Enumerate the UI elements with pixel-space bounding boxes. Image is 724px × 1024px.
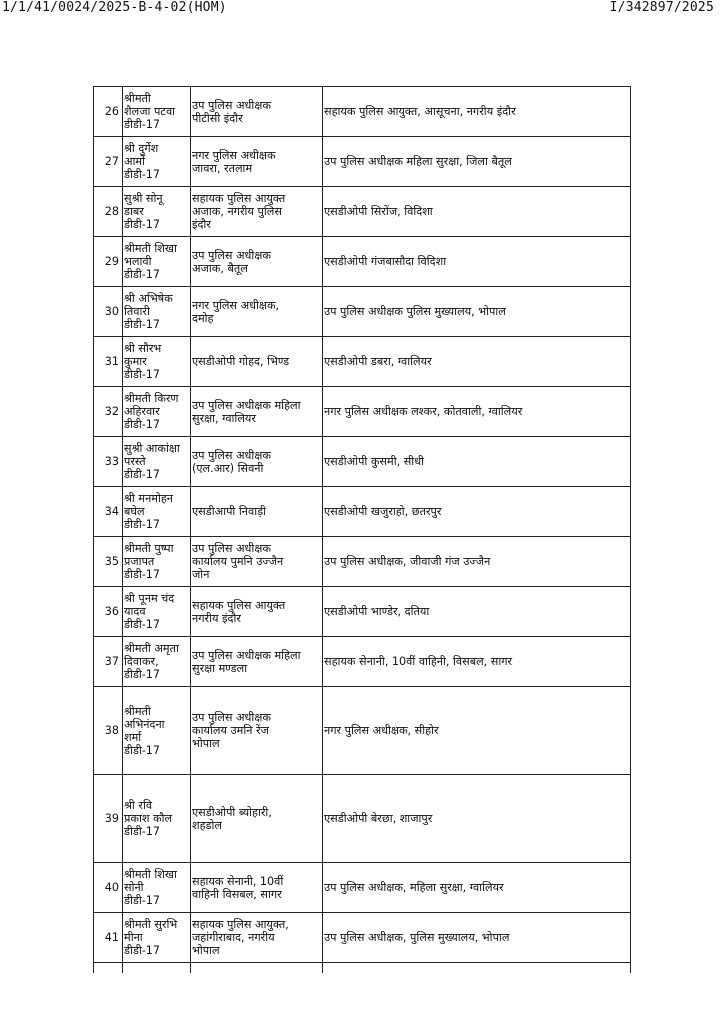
officer-name-line: डीडी-17 xyxy=(124,894,161,907)
table-row xyxy=(94,337,631,387)
new-posting-cell: नगर पुलिस अधीक्षक, सीहोर xyxy=(323,687,631,775)
serial-number-cell: 28 xyxy=(94,187,123,237)
serial-number-cell: 40 xyxy=(94,863,123,913)
officer-name-line: डीडी-17 xyxy=(124,368,161,381)
current-posting-line: उप पुलिस अधीक्षक xyxy=(192,248,271,262)
new-posting-cell: एसडीओपी बेरछा, शाजापुर xyxy=(323,775,631,863)
officer-name-line: डीडी-17 xyxy=(124,618,161,631)
officer-name-line: डीडी-17 xyxy=(124,668,161,681)
officer-name-line: मीना xyxy=(124,931,143,944)
serial-number-cell: 27 xyxy=(94,137,123,187)
officer-name-line: श्री पूनम चंद xyxy=(124,592,175,605)
current-posting-line: एसडीओपी गोहद, भिण्ड xyxy=(192,355,290,368)
current-posting-line: अजाक, नगरीय पुलिस xyxy=(192,205,282,218)
current-posting-cell xyxy=(191,775,323,863)
current-posting-line: उप पुलिस अधीक्षक xyxy=(192,448,271,462)
table-row xyxy=(94,637,631,687)
serial-number-cell: 35 xyxy=(94,537,123,587)
table-row xyxy=(94,187,631,237)
new-posting-cell: सहायक पुलिस आयुक्त, आसूचना, नगरीय इंदौर xyxy=(323,87,631,137)
new-posting-cell: उप पुलिस अधीक्षक, पुलिस मुख्यालय, भोपाल xyxy=(323,913,631,963)
current-posting-line: कार्यालय उमनि रेंज xyxy=(192,724,269,737)
officer-name-line: डीडी-17 xyxy=(124,268,161,281)
officer-name-line: कुमार xyxy=(124,355,147,368)
officer-name-line: श्रीमती पुष्पा xyxy=(124,542,174,555)
current-posting-line: वाहिनी विसबल, सागर xyxy=(192,887,282,901)
current-posting-cell xyxy=(191,863,323,913)
officer-name-cell xyxy=(123,187,191,237)
current-posting-line: इंदौर xyxy=(192,218,211,231)
current-posting-line: जोन xyxy=(192,568,210,581)
officer-name-line: श्रीमती सुरभि xyxy=(124,918,178,931)
officer-name-cell xyxy=(123,863,191,913)
serial-number-cell: 34 xyxy=(94,487,123,537)
table-row xyxy=(94,537,631,587)
officer-name-cell xyxy=(123,687,191,775)
empty-cell xyxy=(123,963,191,974)
officer-name-line: श्री मनमोहन xyxy=(124,492,174,505)
officer-name-line: डीडी-17 xyxy=(124,825,161,838)
current-posting-line: नगर पुलिस अधीक्षक xyxy=(192,148,276,162)
transfer-table xyxy=(93,86,631,973)
current-posting-cell xyxy=(191,237,323,287)
current-posting-line: सहायक पुलिस आयुक्त, xyxy=(192,918,289,931)
current-posting-line: दमोह xyxy=(192,311,214,325)
current-posting-line: उप पुलिस अधीक्षक महिला xyxy=(192,398,301,412)
current-posting-line: सुरक्षा मण्डला xyxy=(192,661,248,675)
officer-name-line: डाबर xyxy=(124,205,144,218)
current-posting-cell xyxy=(191,387,323,437)
table-row xyxy=(94,87,631,137)
officer-name-cell xyxy=(123,337,191,387)
serial-number-cell: 31 xyxy=(94,337,123,387)
file-number: 1/1/41/0024/2025-B-4-02(HOM) xyxy=(2,0,227,15)
current-posting-line: भोपाल xyxy=(192,737,220,750)
officer-name-line: डीडी-17 xyxy=(124,318,161,331)
officer-name-line: श्रीमती xyxy=(124,704,151,718)
officer-name-line: डीडी-17 xyxy=(124,468,161,481)
reference-number: I/342897/2025 xyxy=(609,0,714,15)
current-posting-line: एसडीओपी ब्योहारी, xyxy=(192,805,272,819)
officer-name-line: श्रीमती शिखा xyxy=(124,868,177,881)
table-row xyxy=(94,437,631,487)
table-row xyxy=(94,237,631,287)
officer-name-line: डीडी-17 xyxy=(124,518,161,531)
new-posting-cell: उप पुलिस अधीक्षक महिला सुरक्षा, जिला बैतूल xyxy=(323,137,631,187)
current-posting-line: शहडोल xyxy=(192,818,223,832)
current-posting-line: अजाक, बैतूल xyxy=(192,261,248,275)
serial-number-cell: 37 xyxy=(94,637,123,687)
officer-name-line: प्रजापत xyxy=(124,555,155,568)
officer-name-line: आर्मो xyxy=(124,155,146,168)
new-posting-cell: उप पुलिस अधीक्षक पुलिस मुख्यालय, भोपाल xyxy=(323,287,631,337)
officer-name-line: श्रीमती किरण xyxy=(124,392,179,405)
current-posting-line: एसडीआपी निवाड़ी xyxy=(192,505,266,518)
table-row xyxy=(94,387,631,437)
officer-name-cell xyxy=(123,437,191,487)
new-posting-cell: एसडीओपी कुसमी, सीधी xyxy=(323,437,631,487)
serial-number-cell: 30 xyxy=(94,287,123,337)
empty-cell xyxy=(323,963,631,974)
current-posting-cell xyxy=(191,913,323,963)
officer-name-line: डीडी-17 xyxy=(124,418,161,431)
serial-number-cell: 39 xyxy=(94,775,123,863)
current-posting-cell xyxy=(191,437,323,487)
serial-number-cell: 26 xyxy=(94,87,123,137)
new-posting-cell: उप पुलिस अधीक्षक, महिला सुरक्षा, ग्वालियर xyxy=(323,863,631,913)
officer-name-cell xyxy=(123,913,191,963)
officer-name-line: बघेल xyxy=(124,505,145,518)
officer-name-cell xyxy=(123,237,191,287)
empty-cell xyxy=(94,963,123,974)
officer-name-line: भलावी xyxy=(124,255,152,268)
current-posting-cell xyxy=(191,587,323,637)
new-posting-cell: नगर पुलिस अधीक्षक लश्कर, कोतवाली, ग्वालियर xyxy=(323,387,631,437)
serial-number-cell: 41 xyxy=(94,913,123,963)
officer-name-line: सोनी xyxy=(124,881,144,894)
officer-name-line: परस्ते xyxy=(124,455,146,468)
officer-name-line: शैलजा पटवा xyxy=(124,105,176,118)
current-posting-line: सहायक पुलिस आयुक्त xyxy=(192,598,286,612)
current-posting-cell xyxy=(191,187,323,237)
officer-name-cell xyxy=(123,137,191,187)
current-posting-line: नगरीय इंदौर xyxy=(192,611,241,625)
current-posting-line: (एल.आर) सिवनी xyxy=(192,461,264,475)
officer-name-cell xyxy=(123,87,191,137)
current-posting-line: सहायक पुलिस आयुक्त xyxy=(192,192,286,205)
current-posting-line: भोपाल xyxy=(192,944,220,957)
officer-name-line: श्री रवि xyxy=(124,799,153,812)
new-posting-cell: एसडीओपी भाण्डेर, दतिया xyxy=(323,587,631,637)
officer-name-line: डीडी-17 xyxy=(124,218,161,231)
new-posting-cell: एसडीओपी डबरा, ग्वालियर xyxy=(323,337,631,387)
officer-name-line: श्रीमती शिखा xyxy=(124,242,177,255)
current-posting-line: पीटीसी इंदौर xyxy=(192,111,243,125)
officer-name-line: डीडी-17 xyxy=(124,944,161,957)
officer-name-cell xyxy=(123,387,191,437)
current-posting-line: नगर पुलिस अधीक्षक, xyxy=(192,298,280,312)
current-posting-line: उप पुलिस अधीक्षक महिला xyxy=(192,648,301,662)
officer-name-line: सुश्री सोनू xyxy=(124,192,163,205)
table-row xyxy=(94,687,631,775)
officer-name-line: डीडी-17 xyxy=(124,568,161,581)
officer-name-line: दिवाकर, xyxy=(124,655,159,668)
current-posting-line: उप पुलिस अधीक्षक xyxy=(192,711,271,724)
officer-name-line: श्रीमती अमृता xyxy=(124,642,179,655)
current-posting-line: जहांगीराबाद, नगरीय xyxy=(192,931,275,944)
current-posting-cell xyxy=(191,487,323,537)
serial-number-cell: 32 xyxy=(94,387,123,437)
officer-name-line: शर्मा xyxy=(124,730,142,744)
officer-name-line: अहिरवार xyxy=(124,405,160,418)
new-posting-cell: सहायक सेनानी, 10वीं वाहिनी, विसबल, सागर xyxy=(323,637,631,687)
current-posting-cell xyxy=(191,87,323,137)
new-posting-cell: एसडीओपी सिरोंज, विदिशा xyxy=(323,187,631,237)
serial-number-cell: 29 xyxy=(94,237,123,287)
current-posting-cell xyxy=(191,337,323,387)
officer-name-line: सुश्री आकांक्षा xyxy=(124,442,180,455)
officer-name-line: श्रीमती xyxy=(124,92,151,105)
officer-name-line: डीडी-17 xyxy=(124,168,161,181)
current-posting-line: सुरक्षा, ग्वालियर xyxy=(192,411,256,425)
officer-name-cell xyxy=(123,537,191,587)
serial-number-cell: 36 xyxy=(94,587,123,637)
current-posting-cell xyxy=(191,537,323,587)
officer-name-cell xyxy=(123,637,191,687)
new-posting-cell: एसडीओपी गंजबासौदा विदिशा xyxy=(323,237,631,287)
table-row xyxy=(94,863,631,913)
officer-name-line: डीडी-17 xyxy=(124,118,161,131)
current-posting-cell xyxy=(191,637,323,687)
officer-name-line: यादव xyxy=(124,605,146,618)
table-body xyxy=(94,87,631,974)
officer-name-cell xyxy=(123,287,191,337)
officer-name-line: श्री अभिषेक xyxy=(124,292,173,305)
new-posting-cell: उप पुलिस अधीक्षक, जीवाजी गंज उज्जैन xyxy=(323,537,631,587)
officer-name-cell xyxy=(123,587,191,637)
current-posting-cell xyxy=(191,687,323,775)
table-row xyxy=(94,587,631,637)
new-posting-cell: एसडीओपी खजुराहो, छतरपुर xyxy=(323,487,631,537)
officer-name-cell xyxy=(123,775,191,863)
serial-number-cell: 38 xyxy=(94,687,123,775)
officer-name-line: श्री दुर्गेश xyxy=(124,142,159,155)
current-posting-line: सहायक सेनानी, 10वीं xyxy=(192,874,284,888)
officer-name-line: प्रकाश कौल xyxy=(124,812,173,825)
current-posting-line: उप पुलिस अधीक्षक xyxy=(192,542,271,555)
officer-name-line: अभिनंदना xyxy=(124,717,165,731)
current-posting-line: कार्यालय पुमनि उज्जैन xyxy=(192,555,284,568)
table-row xyxy=(94,137,631,187)
table-row xyxy=(94,487,631,537)
serial-number-cell: 33 xyxy=(94,437,123,487)
officer-name-line: तिवारी xyxy=(124,305,150,318)
continuation-row xyxy=(94,963,631,974)
table-row xyxy=(94,287,631,337)
officer-name-cell xyxy=(123,487,191,537)
document-header xyxy=(0,0,724,18)
current-posting-cell xyxy=(191,287,323,337)
current-posting-line: उप पुलिस अधीक्षक xyxy=(192,98,271,112)
current-posting-line: जावरा, रतलाम xyxy=(192,161,253,175)
empty-cell xyxy=(191,963,323,974)
table-row xyxy=(94,913,631,963)
officer-name-line: डीडी-17 xyxy=(124,743,161,757)
current-posting-cell xyxy=(191,137,323,187)
table-row xyxy=(94,775,631,863)
officer-name-line: श्री सौरभ xyxy=(124,342,162,355)
